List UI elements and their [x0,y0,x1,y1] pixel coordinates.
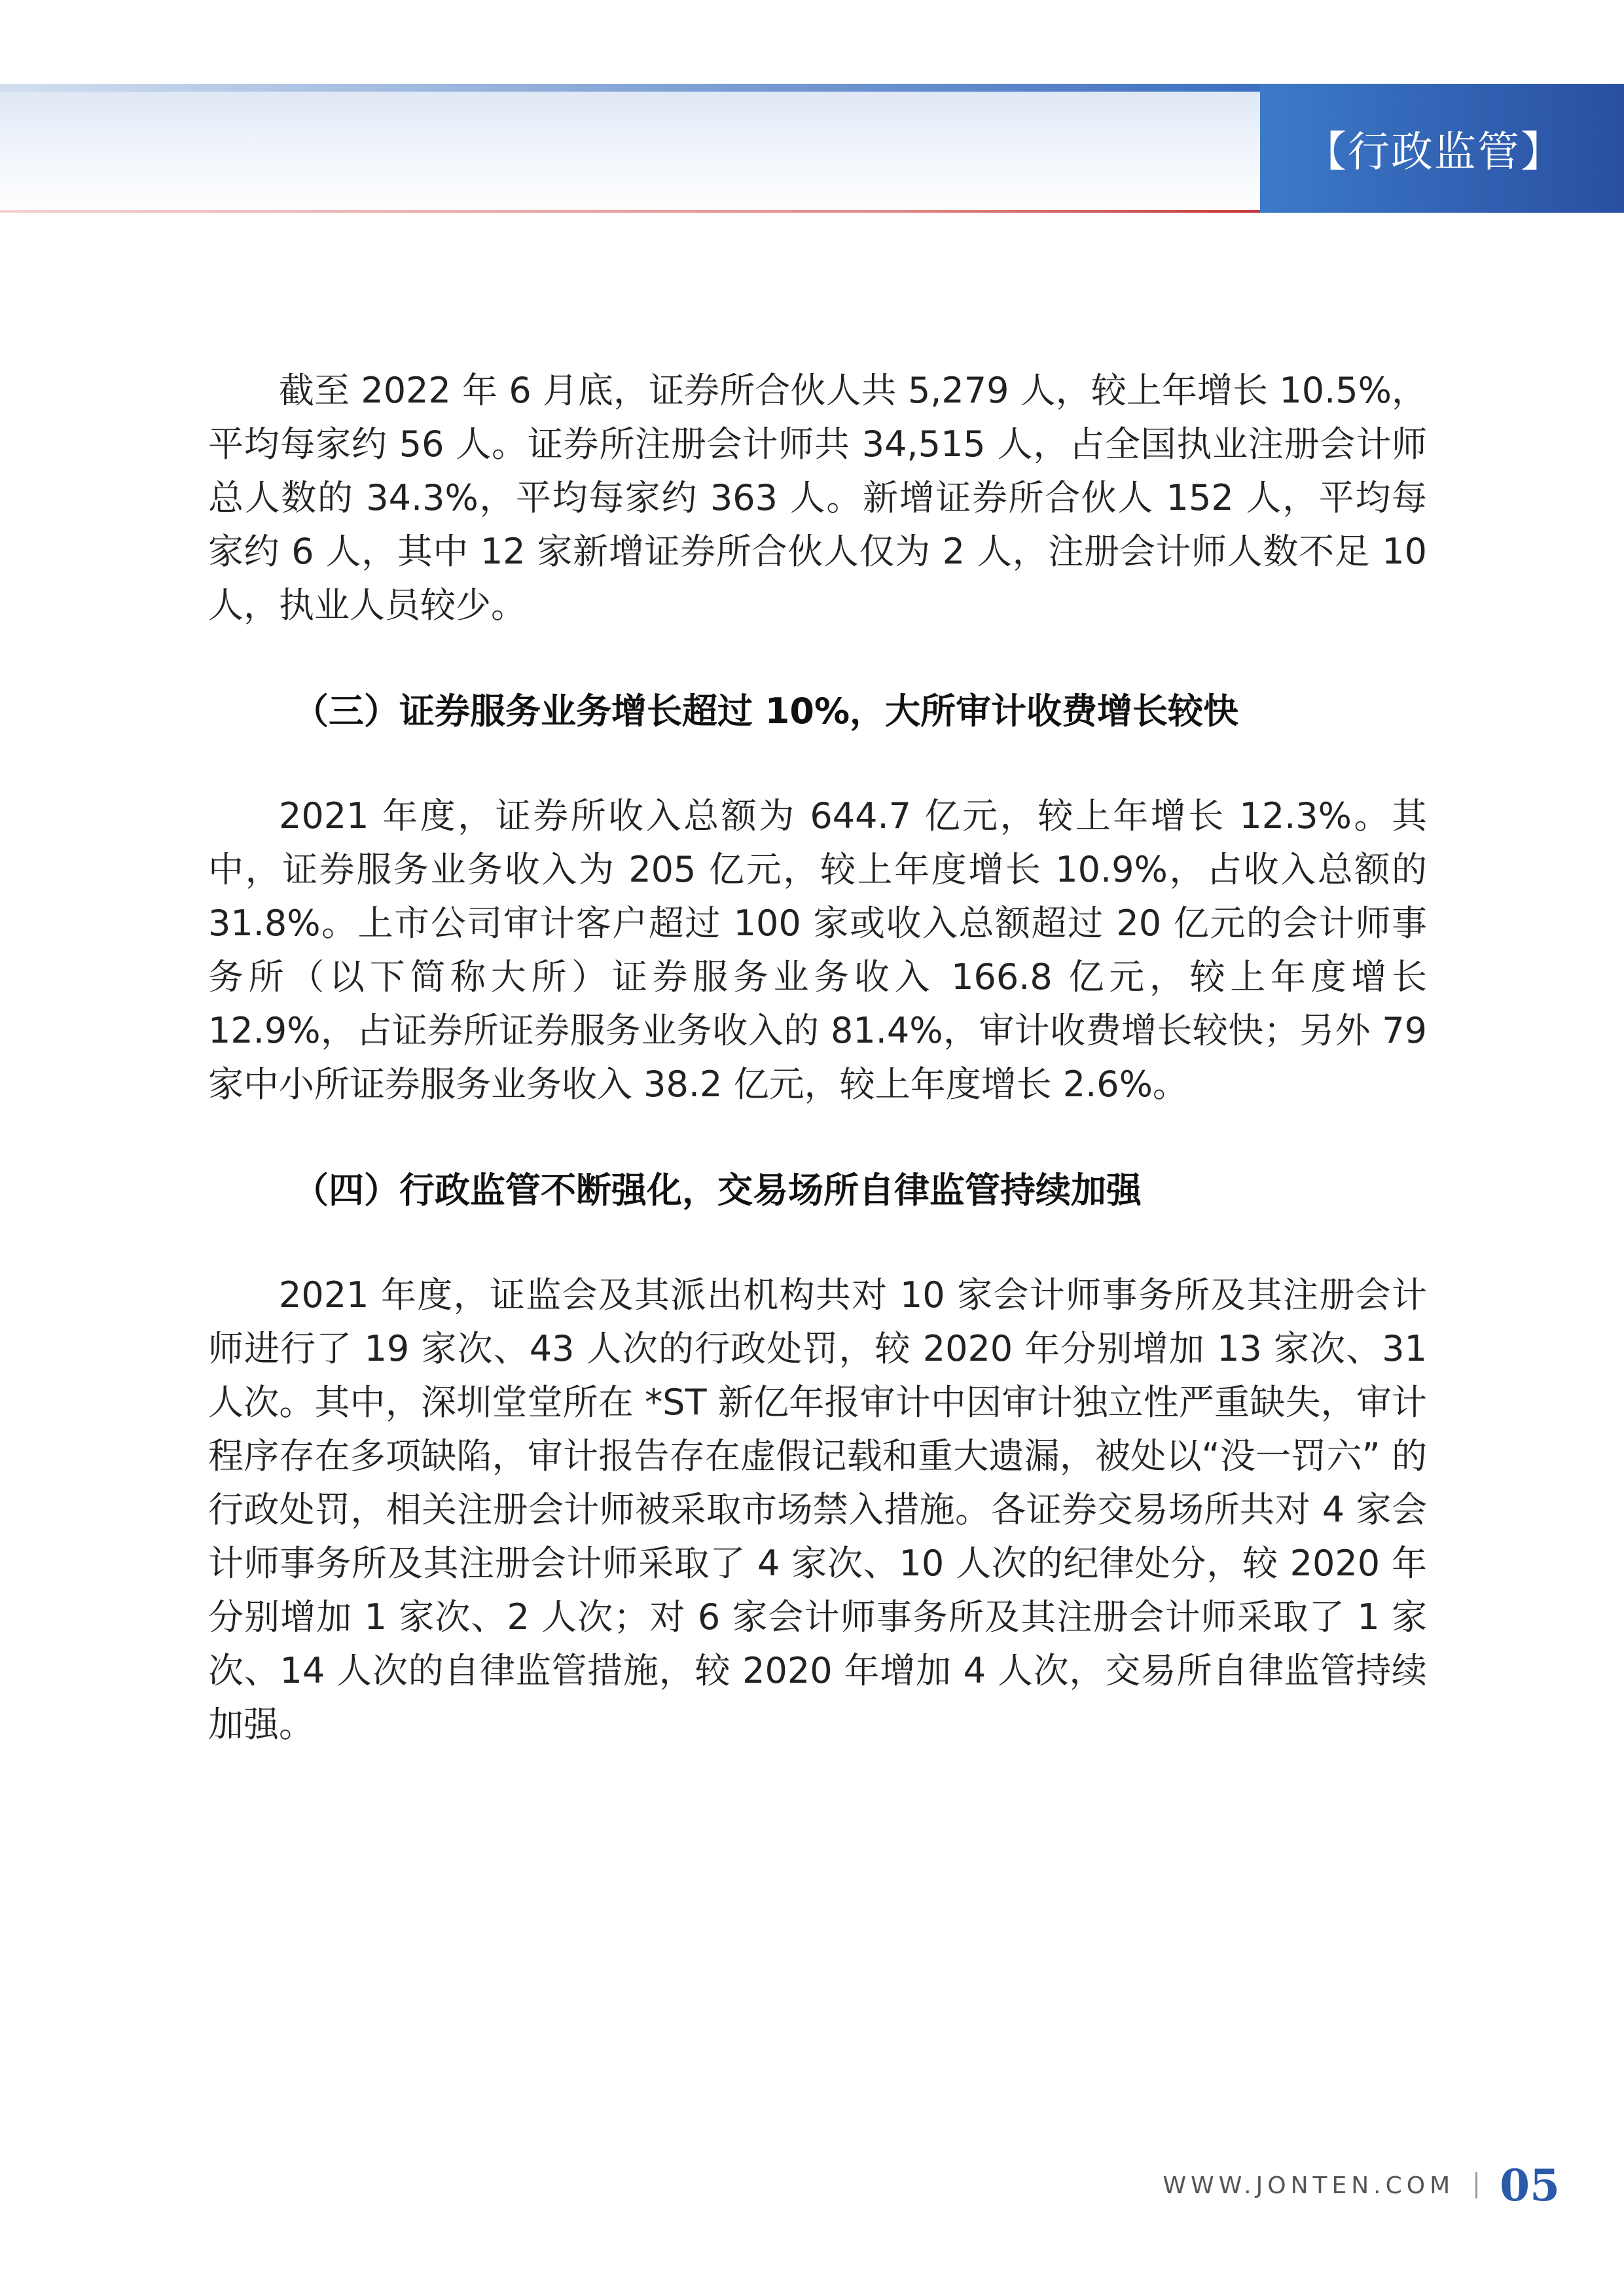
paragraph-supervision: 2021 年度，证监会及其派出机构共对 10 家会计师事务所及其注册会计师进行了 19 家次、43 人次的行政处罚，较 2020 年分别增加 13 家次、31 人次。其中，深圳堂堂所在 *ST 新亿年报审计中因审计独立性严重缺失，审计程序存在多项缺陷，审计报告存在虚假记载和重大遗漏，被处以“没一罚六” 的行政处罚，相关注册会计师被采取市场禁入措施。各证券交易场所共对 4 家会计师事务所及其注册会计师采取了 4 家次、10 人次的纪律处分，较 2020 年分别增加 1 家次、2 人次；对 6 家会计师事务所及其注册会计师采取了 1 家次、14 人次的自律监管措施，较 2020 年增加 4 人次，交易所自律监管持续加强。 [208,1274,1427,1745]
section-label: 【行政监管】 [1305,128,1564,177]
page-number: 05 [1500,2160,1560,2211]
heading-section-3: （三）证券服务业务增长超过 10%，大所审计收费增长较快 [293,691,1239,732]
heading-section-4: （四）行政监管不断强化，交易场所自律监管持续加强 [293,1170,1142,1211]
footer-divider [1475,2172,1477,2198]
header-top-line [0,84,1260,92]
article-body [208,364,1427,1751]
header-bottom-line [0,210,1260,213]
paragraph-partners: 截至 2022 年 6 月底，证券所合伙人共 5,279 人，较上年增长 10.5%，平均每家约 56 人。证券所注册会计师共 34,515 人，占全国执业注册会计师总人数的 34.3%，平均每家约 363 人。新增证券所合伙人 152 人，平均每家约 6 人，其中 12 家新增证券所合伙人仅为 2 人，注册会计师人数不足 10 人，执业人员较少。 [208,370,1427,626]
website-link[interactable]: WWW.JONTEN.COM [1163,2172,1455,2199]
header-band [0,84,1260,213]
page-footer [1163,2160,1560,2211]
section-tab [1260,84,1624,213]
paragraph-revenue: 2021 年度，证券所收入总额为 644.7 亿元，较上年增长 12.3%。其中，证券服务业务收入为 205 亿元，较上年度增长 10.9%，占收入总额的 31.8%。上市公司审计客户超过 100 家或收入总额超过 20 亿元的会计师事务所（以下简称大所）证券服务业务收入 166.8 亿元，较上年度增长 12.9%，占证券所证券服务业务收入的 81.4%，审计收费增长较快；另外 79 家中小所证券服务业务收入 38.2 亿元，较上年度增长 2.6%。 [208,795,1427,1105]
